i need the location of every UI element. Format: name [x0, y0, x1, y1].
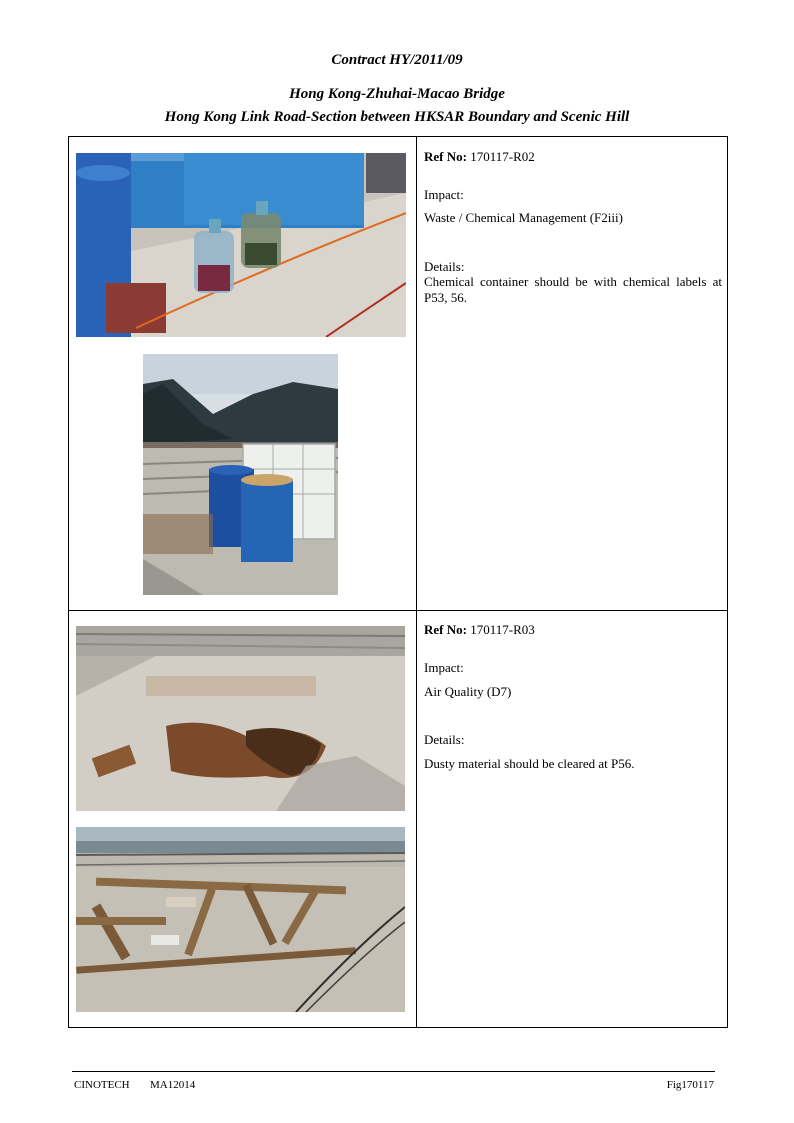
- footer-figure-number: Fig170117: [666, 1079, 714, 1091]
- record-table: [68, 136, 728, 1028]
- photo-timber-deck-image: [76, 827, 405, 1012]
- ref-label: Ref No:: [424, 149, 467, 164]
- record-2-impact-label: Impact:: [424, 660, 464, 675]
- record-2-details-value: Dusty material should be cleared at P56.: [424, 756, 635, 771]
- record-1-details-value: Chemical container should be with chemical labels at P53, 56.: [424, 274, 722, 305]
- project-title: Hong Kong-Zhuhai-Macao Bridge: [289, 86, 505, 102]
- record-1-impact-value: Waste / Chemical Management (F2iii): [424, 210, 623, 225]
- record-2-ref: [424, 622, 722, 638]
- contract-title: Contract HY/2011/09: [331, 52, 463, 68]
- row-divider: [69, 610, 727, 611]
- column-divider: [416, 137, 417, 1027]
- ref-label: Ref No:: [424, 622, 467, 637]
- footer-divider: [72, 1071, 715, 1072]
- ref-value: 170117-R03: [470, 622, 535, 637]
- record-2-impact-value: Air Quality (D7): [424, 684, 512, 699]
- record-1-ref: [424, 149, 722, 165]
- photo-drums-mountains: [143, 354, 338, 595]
- record-1-impact-label: Impact:: [424, 187, 464, 202]
- photo-drums-mountains-image: [143, 354, 338, 595]
- section-title: Hong Kong Link Road-Section between HKSAR Boundary and Scenic Hill: [164, 109, 630, 125]
- footer-company: CINOTECH: [74, 1079, 130, 1091]
- photo-dusty-deck: [76, 626, 405, 811]
- footer-doc-number: MA12014: [150, 1079, 196, 1091]
- photo-chemical-bottles: [76, 153, 406, 337]
- record-1-details-label: Details:: [424, 259, 465, 274]
- photo-chemical-bottles-image: [76, 153, 406, 337]
- ref-value: 170117-R02: [470, 149, 535, 164]
- record-2-details-label: Details:: [424, 732, 465, 747]
- photo-dusty-deck-image: [76, 626, 405, 811]
- photo-timber-deck: [76, 827, 405, 1012]
